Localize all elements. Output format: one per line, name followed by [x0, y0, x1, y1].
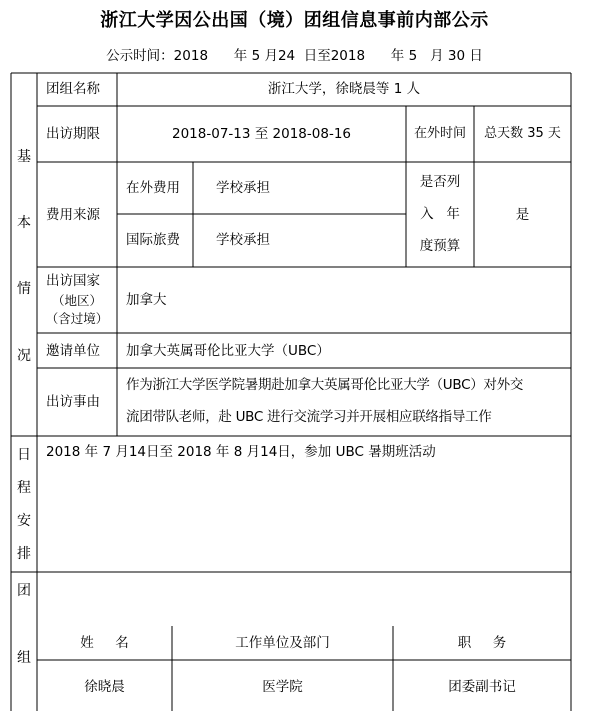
member-name: 徐晓晨 [84, 679, 125, 695]
budget-label-2: 入 年 [420, 206, 460, 222]
abroad-time-label: 在外时间 [413, 126, 466, 141]
budget-label-3: 度预算 [419, 238, 461, 254]
section-basic-3: 情 [17, 281, 31, 297]
purpose-line-1: 作为浙江大学医学院暑期赴加拿大英属哥伦比亚大学（UBC）对外交 [126, 377, 524, 393]
purpose-line-2: 流团带队老师，赴 UBC 进行交流学习并开展相应联络指导工作 [126, 409, 492, 425]
country-label-1: 出访国家 [46, 273, 100, 289]
intl-travel-value: 学校承担 [216, 232, 270, 248]
member-unit: 医学院 [262, 679, 303, 695]
section-schedule-4: 排 [17, 546, 31, 562]
section-basic-4: 况 [17, 348, 31, 364]
inviter-label: 邀请单位 [46, 343, 100, 359]
section-group-1: 团 [17, 583, 31, 599]
group-name-label: 团组名称 [46, 81, 100, 97]
budget-value: 是 [515, 207, 530, 223]
purpose-label: 出访事由 [46, 394, 100, 410]
country-label-3: （含过境） [45, 311, 109, 326]
abroad-time-value: 总天数 35 天 [484, 126, 561, 141]
group-name-value: 浙江大学，徐晓晨等 1 人 [267, 81, 421, 97]
member-title: 团委副书记 [448, 679, 516, 695]
inviter-value: 加拿大英属哥伦比亚大学（UBC） [126, 343, 330, 359]
schedule-text: 2018 年 7 月14日至 2018 年 8 月14日，参加 UBC 暑期班活动 [46, 444, 436, 460]
section-schedule-1: 日 [17, 447, 31, 463]
section-group-2: 组 [17, 650, 31, 666]
country-label-2: （地区） [51, 293, 102, 308]
budget-label-1: 是否列 [419, 174, 461, 190]
members-header-unit: 工作单位及部门 [235, 635, 330, 651]
section-basic-1: 基 [17, 149, 31, 165]
page-title: 浙江大学因公出国（境）团组信息事前内部公示 [100, 10, 489, 31]
abroad-cost-value: 学校承担 [216, 180, 270, 196]
country-value: 加拿大 [126, 292, 167, 308]
members-header-name: 姓 名 [80, 635, 129, 651]
abroad-cost-label: 在外费用 [126, 180, 180, 196]
visit-period-value: 2018-07-13 至 2018-08-16 [172, 126, 351, 142]
section-schedule-3: 安 [17, 513, 31, 529]
notice-time: 公示时间：2018 年 5 月24 日至2018 年 5 月 30 日 [106, 48, 483, 64]
visit-period-label: 出访期限 [46, 126, 100, 142]
members-header-title: 职 务 [457, 635, 507, 651]
section-schedule-2: 程 [17, 480, 31, 496]
intl-travel-label: 国际旅费 [126, 232, 180, 248]
funding-label: 费用来源 [46, 207, 100, 223]
section-basic-2: 本 [17, 215, 31, 231]
